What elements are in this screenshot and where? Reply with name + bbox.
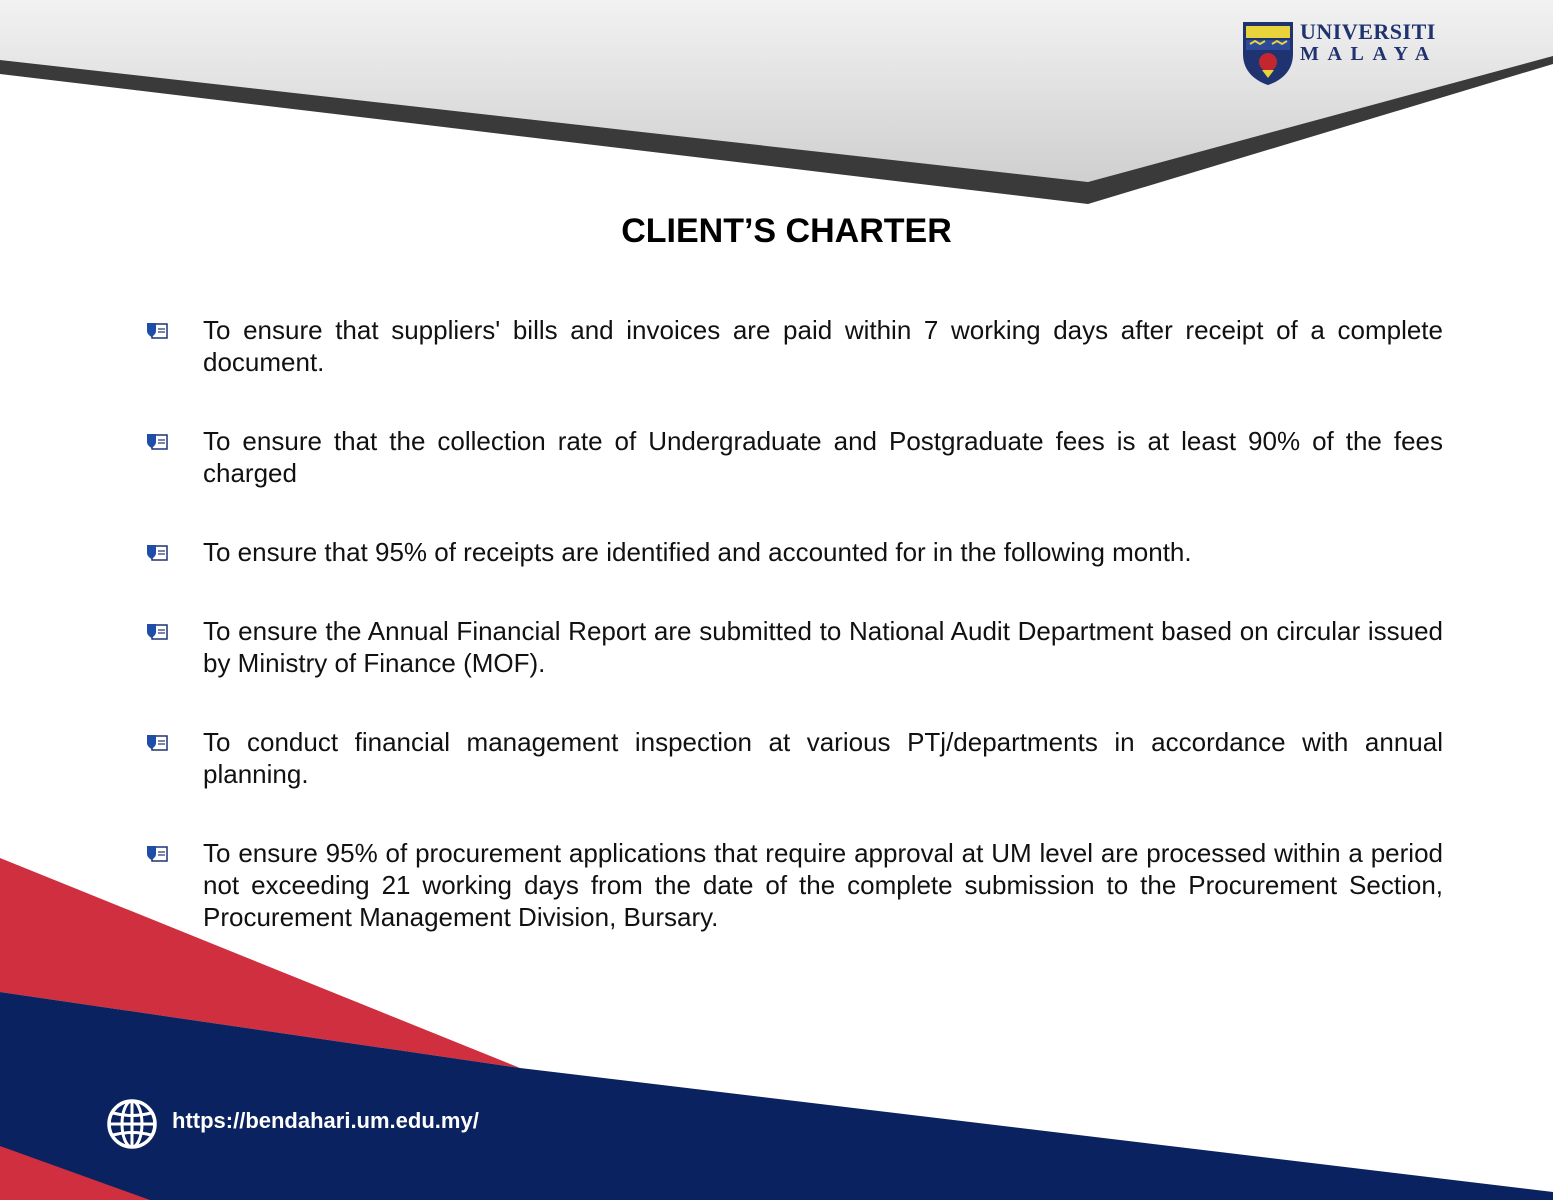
document-bullet-icon — [146, 843, 170, 863]
footer-website-link[interactable]: https://bendahari.um.edu.my/ — [172, 1108, 479, 1133]
globe-icon — [106, 1098, 158, 1150]
charter-item — [140, 314, 1443, 378]
brand-line-2: MALAYA — [1300, 43, 1438, 65]
charter-item — [140, 536, 1443, 568]
document-bullet-icon — [146, 431, 170, 451]
charter-item — [140, 425, 1443, 489]
document-bullet-icon — [146, 542, 170, 562]
charter-item — [140, 615, 1443, 679]
charter-list — [140, 314, 1443, 933]
university-logo — [1240, 18, 1452, 88]
page-title: CLIENT’S CHARTER — [621, 212, 952, 250]
document-bullet-icon — [146, 320, 170, 340]
charter-item — [140, 837, 1443, 933]
charter-item-text: To conduct financial management inspection at various PTj/departments in accordance with annual planning. — [203, 727, 1443, 789]
charter-item-text: To ensure the Annual Financial Report are submitted to National Audit Department based on circular issued by Ministry of Finance (MOF). — [203, 616, 1443, 678]
university-crest-icon — [1240, 18, 1296, 86]
charter-item-text: To ensure that 95% of receipts are identified and accounted for in the following month. — [203, 537, 1192, 567]
charter-item — [140, 726, 1443, 790]
brand-line-1: UNIVERSITI — [1300, 19, 1436, 44]
charter-item-text: To ensure that suppliers' bills and invoices are paid within 7 working days after receipt of a complete document. — [203, 315, 1443, 377]
charter-item-text: To ensure that the collection rate of Undergraduate and Postgraduate fees is at least 90% of the fees charged — [203, 426, 1443, 488]
document-bullet-icon — [146, 732, 170, 752]
charter-item-text: To ensure 95% of procurement applications that require approval at UM level are processed within a period not exceeding 21 working days from the date of the complete submission to the Procurement Section, Procurement Management Division, Bursary. — [203, 838, 1443, 932]
document-bullet-icon — [146, 621, 170, 641]
